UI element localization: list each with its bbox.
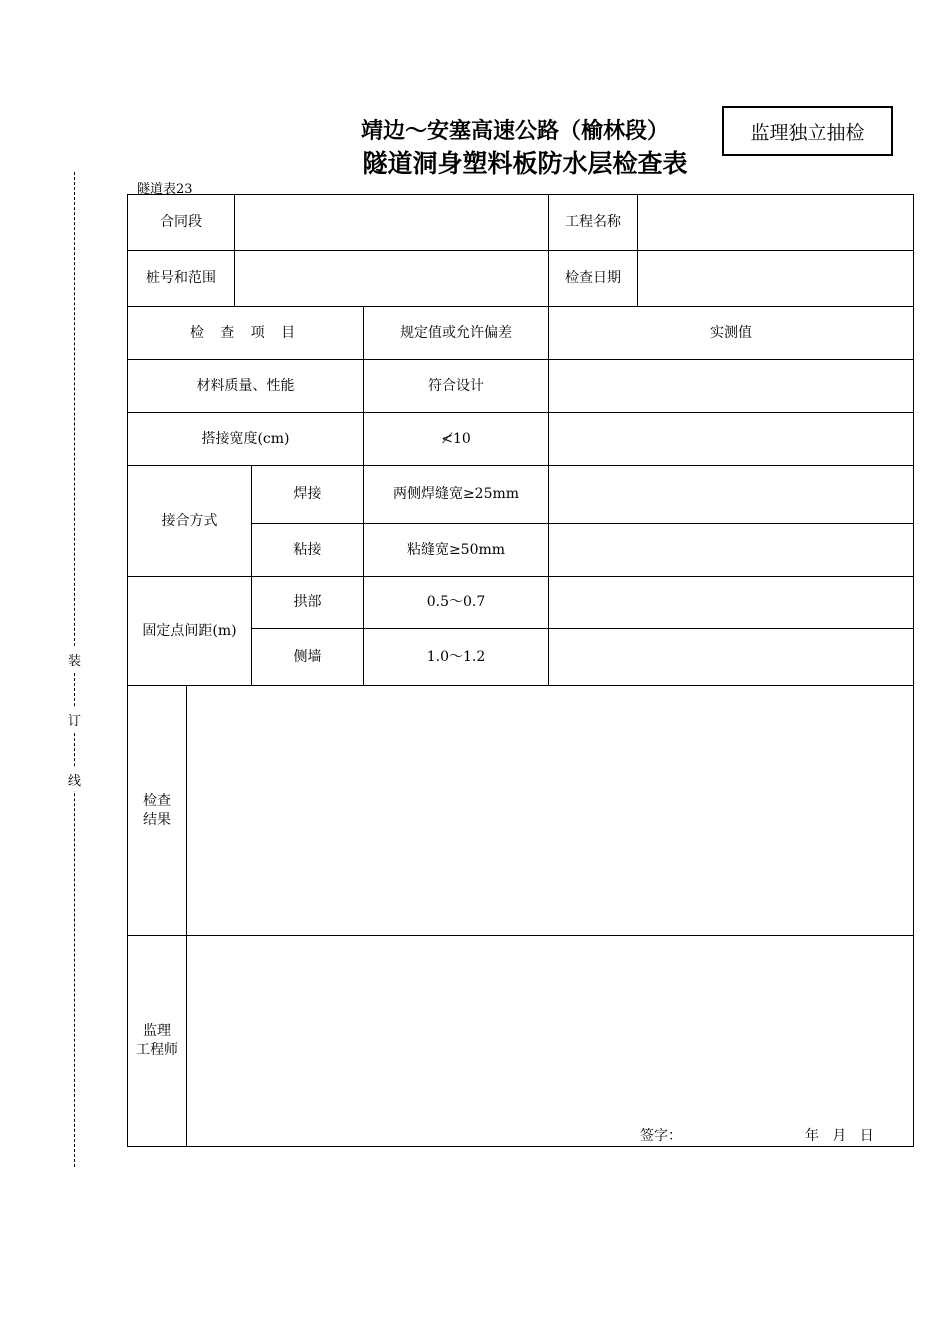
- form-title: 隧道洞身塑料板防水层检查表: [362, 149, 688, 178]
- wall-measured[interactable]: [549, 629, 914, 686]
- result-label: [128, 686, 187, 936]
- binding-char-zhuang: 装: [68, 648, 81, 671]
- result-label-line1: 检查: [143, 792, 171, 809]
- form-number: 隧道表23: [137, 182, 193, 197]
- signature-label: 签字：: [640, 1128, 682, 1145]
- station-value[interactable]: [235, 251, 549, 307]
- engineer-row: [128, 936, 914, 1147]
- engineer-label: [128, 936, 187, 1147]
- weld-spec: 两侧焊缝宽≥25mm: [364, 466, 549, 524]
- engineer-label-line1: 监理: [143, 1023, 171, 1040]
- binding-char-ding: 订: [68, 708, 81, 731]
- wall-spec: 1.0～1.2: [364, 629, 549, 686]
- material-measured[interactable]: [549, 360, 914, 413]
- engineer-content[interactable]: [187, 936, 914, 1147]
- inspection-stamp: 监理独立抽检: [722, 106, 893, 156]
- joint-weld-row: [128, 466, 914, 524]
- glue-measured[interactable]: [549, 524, 914, 577]
- result-content[interactable]: [187, 686, 914, 936]
- wall-label: 侧墙: [252, 629, 364, 686]
- arch-measured[interactable]: [549, 577, 914, 629]
- fixing-arch-row: [128, 577, 914, 629]
- column-header-row: [128, 307, 914, 360]
- glue-label: 粘接: [252, 524, 364, 577]
- glue-spec: 粘缝宽≥50mm: [364, 524, 549, 577]
- document-title: 靖边～安塞高速公路（榆林段）: [360, 119, 669, 144]
- joint-method-label: 接合方式: [128, 466, 252, 577]
- overlap-label: 搭接宽度(cm): [128, 413, 364, 466]
- fixing-spacing-label: 固定点间距(m): [128, 577, 252, 686]
- overlap-row: [128, 413, 914, 466]
- signature-date: 年 月 日: [805, 1128, 874, 1145]
- overlap-spec: ≮10: [364, 413, 549, 466]
- engineer-label-line2: 工程师: [136, 1042, 178, 1058]
- column-header-item: 检 查 项 目: [128, 307, 364, 360]
- station-row: [128, 251, 914, 307]
- weld-label: 焊接: [252, 466, 364, 524]
- material-spec: 符合设计: [364, 360, 549, 413]
- column-header-spec: 规定值或允许偏差: [364, 307, 549, 360]
- arch-label: 拱部: [252, 577, 364, 629]
- arch-spec: 0.5～0.7: [364, 577, 549, 629]
- material-label: 材料质量、性能: [128, 360, 364, 413]
- result-label-line2: 结果: [143, 811, 171, 828]
- binding-char-xian: 线: [68, 768, 81, 791]
- material-row: [128, 360, 914, 413]
- station-label: 桩号和范围: [128, 251, 235, 307]
- project-name-value[interactable]: [638, 195, 914, 251]
- inspection-date-value[interactable]: [638, 251, 914, 307]
- weld-measured[interactable]: [549, 466, 914, 524]
- overlap-measured[interactable]: [549, 413, 914, 466]
- contract-label: 合同段: [128, 195, 235, 251]
- inspection-date-label: 检查日期: [549, 251, 638, 307]
- inspection-form-table: [127, 194, 914, 1147]
- result-row: [128, 686, 914, 936]
- column-header-measured: 实测值: [549, 307, 914, 360]
- contract-value[interactable]: [235, 195, 549, 251]
- project-name-label: 工程名称: [549, 195, 638, 251]
- contract-row: [128, 195, 914, 251]
